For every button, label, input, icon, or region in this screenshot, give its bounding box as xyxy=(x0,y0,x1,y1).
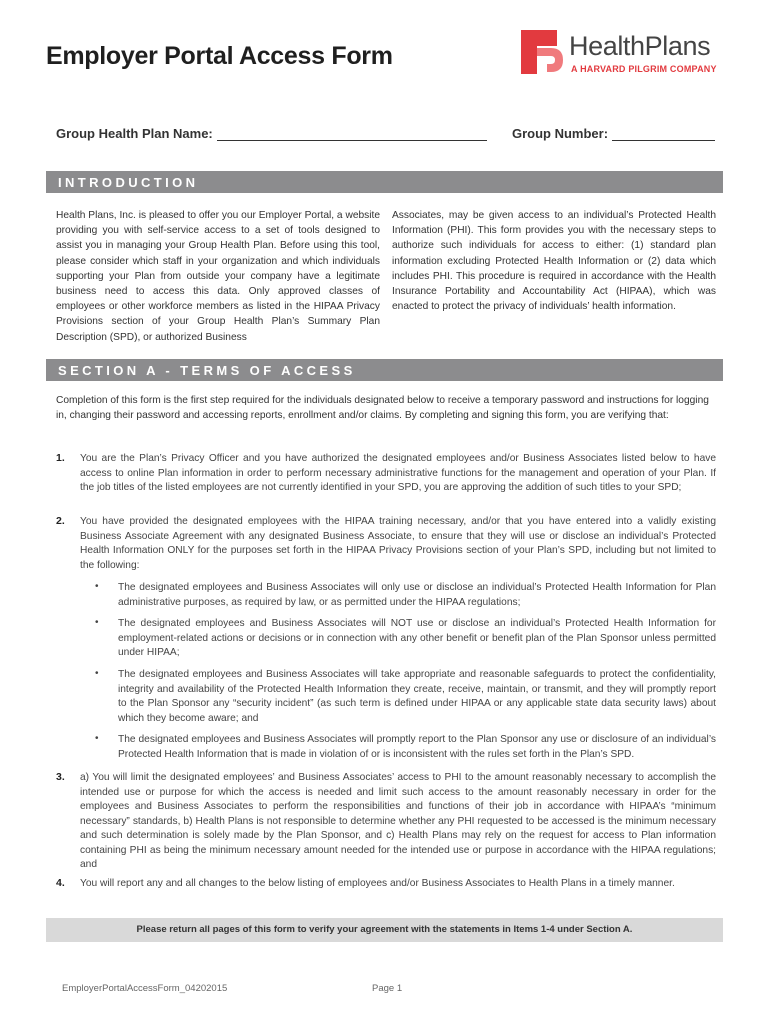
logo-name: HealthPlans xyxy=(569,31,711,61)
bullet-icon: • xyxy=(95,617,99,628)
bullet-icon: • xyxy=(95,668,99,679)
group-plan-name-field xyxy=(56,126,487,141)
item-2-bullet-1: The designated employees and Business Associates will only use or disclose an individual’s Protected Health Information for Plan administrative purposes, as required by law, or as permitted under the HIPAA regulations; xyxy=(118,582,716,608)
section-a-banner xyxy=(46,359,723,381)
item-4-text: You will report any and all changes to the below listing of employees and/or Business Associates to Health Plans in a timely manner. xyxy=(80,878,675,889)
introduction-column-right: Associates, may be given access to an individual’s Protected Health Information (PHI). This form provides you with the necessary steps to authorize such individuals for access to either: (1) standard plan information excluding Protected Health Information or (2) data which includes PHI. This procedure is required in accordance with the Health Insurance Portability and Accountability Act (HIPAA), which was enacted to protect the privacy of individuals’ health information. xyxy=(392,210,716,313)
logo-tagline: A HARVARD PILGRIM COMPANY xyxy=(571,64,717,74)
introduction-heading: INTRODUCTION xyxy=(58,175,199,190)
section-a-intro: Completion of this form is the first step required for the individuals designated below to receive a temporary password and instructions for logging in, changing their password and accessing reports, enrollment and/or claims. By completing and signing this form, you are verifying that: xyxy=(56,395,709,421)
bullet-icon: • xyxy=(95,581,99,592)
section-a-heading: SECTION A - TERMS OF ACCESS xyxy=(58,363,356,378)
item-3-number: 3. xyxy=(56,771,65,783)
bullet-icon: • xyxy=(95,733,99,744)
group-plan-name-label: Group Health Plan Name: xyxy=(56,126,213,141)
item-1-number: 1. xyxy=(56,452,65,464)
introduction-column-left: Health Plans, Inc. is pleased to offer you our Employer Portal, a website providing you with self-service access to a set of tools designed to assist you in managing your Group Health Plan. Before using this tool, please consider which staff in your organization and which individuals supporting your Plan from outside your company have a legitimate business need to access this data. Only approved classes of employees or other workforce members as listed in the HIPAA Privacy Provisions section of your Group Health Plan’s Summary Plan Description (SPD), or authorized Business xyxy=(56,210,380,343)
item-2-text: You have provided the designated employees with the HIPAA training necessary, and/or that you have entered into a validly existing Business Associate Agreement with any designated Business Associate, to ensure that they will use or disclose an individual’s Protected Health Information ONLY for the purposes set forth in the HIPAA Privacy Provisions section of your Plan’s SPD, including but not limited to the following: xyxy=(80,516,716,571)
group-plan-name-input-line[interactable] xyxy=(217,126,487,141)
item-2-bullet-3: The designated employees and Business Associates will take appropriate and reasonable safeguards to protect the confidentiality, integrity and availability of the Protected Health Information they create, receive, maintain, or transmit, and they will promptly report to the Plan Sponsor any “security incident” (as such term is defined under HIPAA or any applicable state data security laws) about which they become aware; and xyxy=(118,669,716,724)
page-title: Employer Portal Access Form xyxy=(46,42,393,70)
footer-form-id: EmployerPortalAccessForm_04202015 xyxy=(62,983,228,994)
group-number-input-line[interactable] xyxy=(612,126,715,141)
footer-page-number: Page 1 xyxy=(372,983,403,994)
return-notice: Please return all pages of this form to verify your agreement with the statements in Items 1-4 under Section A. xyxy=(46,918,723,942)
item-3-text: a) You will limit the designated employees’ and Business Associates’ access to PHI to the amount reasonably necessary to accomplish the intended use or purpose for which the access is needed and limit such access to the amount reasonably necessary in order for the employees and Business Associates to perform the responsibilities and functions of their job in accordance with HIPAA’s “minimum necessary” standards, b) Health Plans is not responsible to determine whether any PHI requested to be accessed is the minimum necessary and such determination is solely made by the Plan Sponsor, and c) Health Plans may rely on the request for access to Plan information containing PHI as being the minimum necessary amount needed for the intended use or purpose in accordance with the HIPAA regulations; and xyxy=(80,772,716,870)
healthplans-logo-icon xyxy=(521,30,565,74)
group-number-label: Group Number: xyxy=(512,126,609,141)
healthplans-logo xyxy=(521,30,731,78)
item-2-number: 2. xyxy=(56,515,65,527)
item-4-number: 4. xyxy=(56,877,65,889)
item-1-text: You are the Plan’s Privacy Officer and you have authorized the designated employees and/or Business Associates listed below to have access to online Plan information in order to perform necessary administrative functions for the management and operation of your Plan. If the job titles of the listed employees are not currently identified in your SPD, you are approving the addition of such titles to your SPD; xyxy=(80,453,716,493)
item-2-bullet-2: The designated employees and Business Associates will NOT use or disclose an individual’s Protected Health Information for employment-related actions or decisions or in connection with any other benefit or benefit plan of the Plan Sponsor unless permitted under HIPAA; xyxy=(118,618,716,658)
item-2-bullet-4: The designated employees and Business Associates will promptly report to the Plan Sponsor any use or disclosure of an individual’s Protected Health Information that is made in violation of or is inconsistent with the rules set forth in the Plan’s SPD. xyxy=(118,734,716,760)
group-number-field xyxy=(512,126,715,141)
introduction-banner xyxy=(46,171,723,193)
